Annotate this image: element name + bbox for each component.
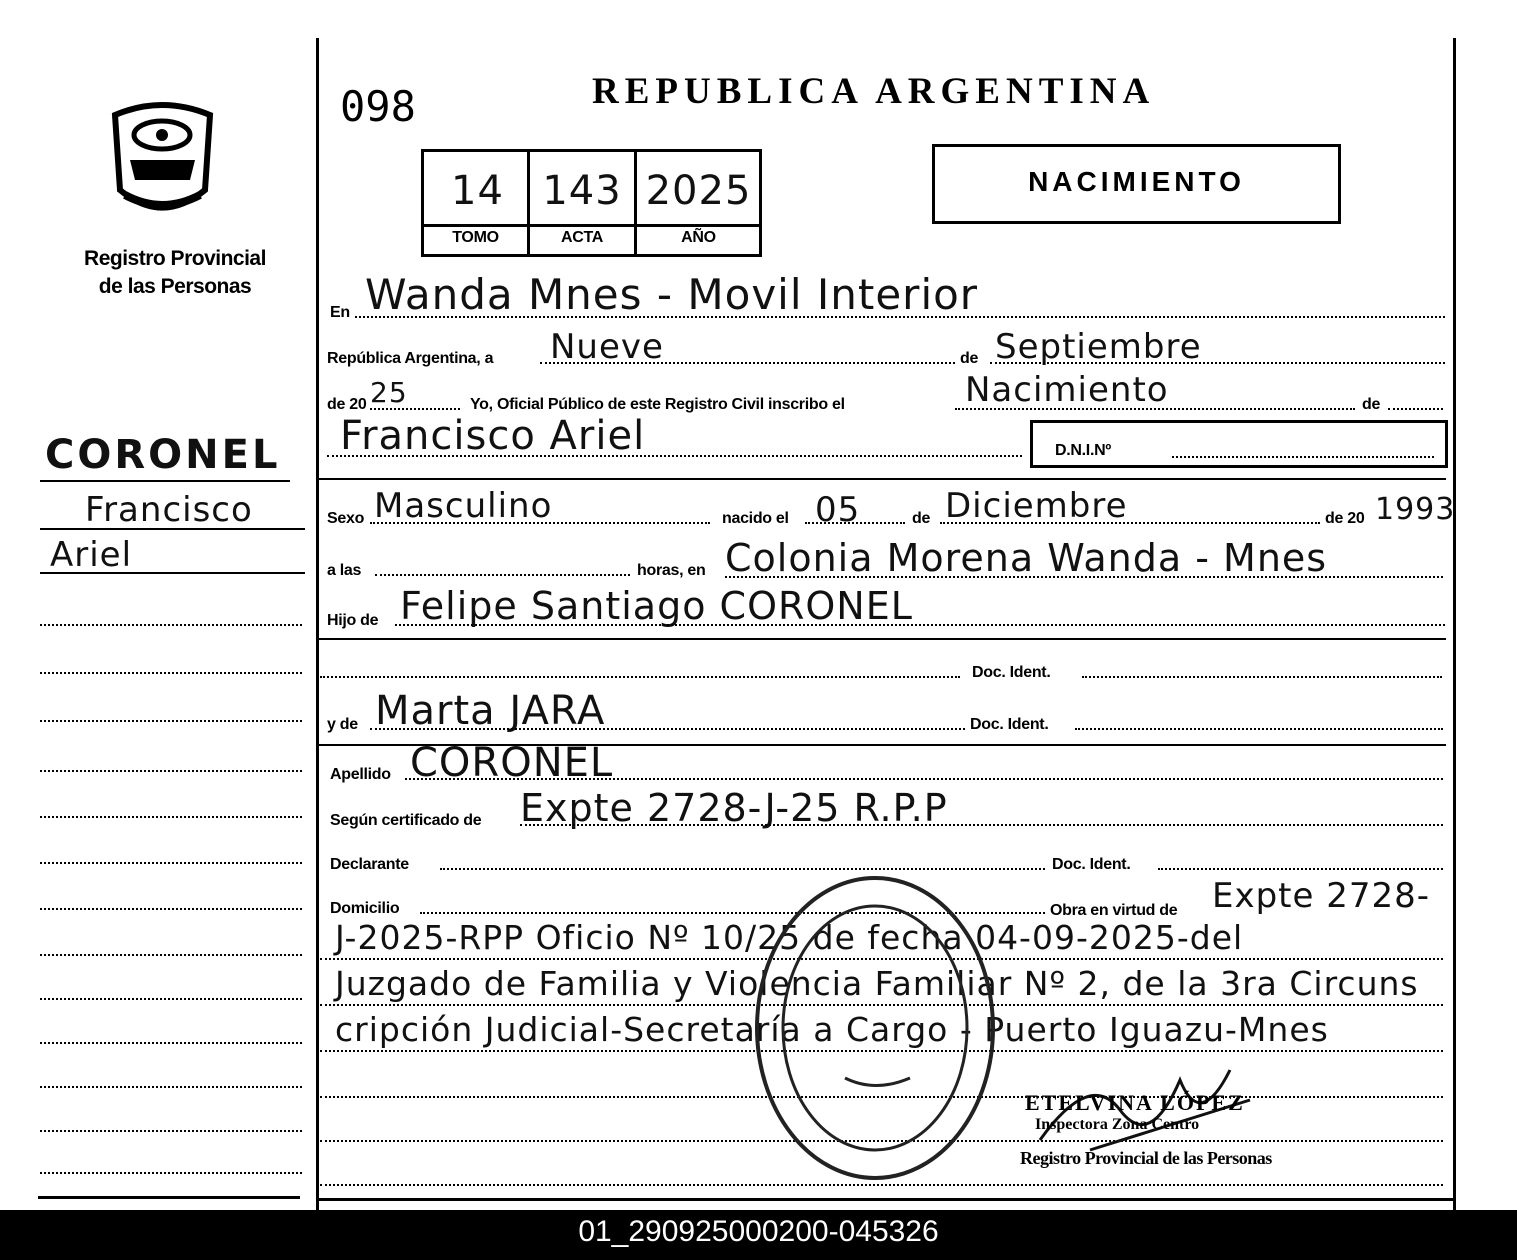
padre-value: Felipe Santiago CORONEL xyxy=(400,584,913,628)
dia-value: Nueve xyxy=(550,327,664,367)
inscribo-value: Nacimiento xyxy=(965,370,1169,410)
margin-line xyxy=(40,770,302,772)
margin-name1: Francisco xyxy=(85,490,253,530)
margin-line xyxy=(40,816,302,818)
margin-name2: Ariel xyxy=(50,535,133,575)
sexo-value: Masculino xyxy=(374,486,553,526)
declarante-label: Declarante xyxy=(330,856,409,873)
en-value: Wanda Mnes - Movil Interior xyxy=(365,270,979,319)
field-line xyxy=(990,362,1445,364)
margin-line xyxy=(40,998,302,1000)
institution-name xyxy=(40,245,310,301)
tomo-value: 14 xyxy=(451,168,504,214)
field-line xyxy=(1082,676,1442,678)
inscribo-label: Yo, Oficial Público de este Registro Civil inscribo el xyxy=(470,396,845,413)
scan-footer-id: 01_290925000200-045326 xyxy=(0,1210,1517,1260)
mes-value: Septiembre xyxy=(995,327,1202,367)
domicilio-label: Domicilio xyxy=(330,900,400,917)
margin-line xyxy=(40,954,302,956)
nacido-dia: 05 xyxy=(815,490,861,530)
obs-line-2: Juzgado de Familia y Violencia Familiar Nº 2, de la 3ra Circuns xyxy=(335,964,1419,1003)
dni-line xyxy=(1172,456,1434,458)
box-divider xyxy=(421,224,762,227)
field-line xyxy=(405,778,1443,780)
nacido-mes: Diciembre xyxy=(945,486,1128,526)
field-line xyxy=(1158,868,1443,870)
country-title: REPUBLICA ARGENTINA xyxy=(592,71,1156,112)
signatory-name: ETELVINA LÓPEZ xyxy=(1025,1090,1245,1115)
obra-value: Expte 2728- xyxy=(1212,876,1431,916)
dni-label: D.N.I.Nº xyxy=(1055,442,1111,459)
obs-line-1: J-2025-RPP Oficio Nº 10/25 de fecha 04-09-2025-del xyxy=(335,918,1244,957)
margin-line xyxy=(40,624,302,626)
doc-ident-label: Doc. Ident. xyxy=(970,716,1049,733)
margin-underline xyxy=(40,528,305,530)
field-line xyxy=(1075,728,1443,730)
frame-left-border xyxy=(316,38,319,1210)
doc-ident-label: Doc. Ident. xyxy=(1052,856,1131,873)
signatory-office: Registro Provincial de las Personas xyxy=(1020,1148,1272,1168)
margin-line xyxy=(40,908,302,910)
field-line xyxy=(955,408,1355,410)
margin-underline xyxy=(40,480,290,482)
year-value: 25 xyxy=(370,376,408,409)
segun-value: Expte 2728-J-25 R.P.P xyxy=(520,786,948,830)
official-stamp xyxy=(750,868,1000,1188)
alas-label: a las xyxy=(327,562,362,579)
tomo-label: TOMO xyxy=(452,229,499,246)
nacido-label: nacido el xyxy=(722,510,789,527)
madre-value: Marta JARA xyxy=(375,688,606,734)
field-line xyxy=(540,362,955,364)
institution-line1: Registro Provincial xyxy=(84,247,266,270)
doc-ident-label: Doc. Ident. xyxy=(972,664,1051,681)
nacido-anio: 1993 xyxy=(1375,492,1456,527)
margin-line xyxy=(40,720,302,722)
obs-line-3: cripción Judicial-Secretaría a Cargo - Puerto Iguazu-Mnes xyxy=(335,1010,1329,1049)
section-rule xyxy=(316,638,1446,640)
provincial-seal xyxy=(105,100,220,220)
margin-line xyxy=(40,1130,302,1132)
field-line xyxy=(327,455,1022,457)
de-label-2: de xyxy=(1362,396,1381,413)
obra-label: Obra en virtud de xyxy=(1050,902,1178,919)
margin-line xyxy=(40,1172,302,1174)
hijo-label: Hijo de xyxy=(327,612,379,629)
field-line xyxy=(370,408,460,410)
sexo-label: Sexo xyxy=(327,510,365,527)
acta-value: 143 xyxy=(542,168,622,214)
apellido-label: Apellido xyxy=(330,766,391,783)
yde-label: y de xyxy=(327,716,358,733)
en-label: En xyxy=(330,304,350,321)
acta-label: ACTA xyxy=(560,229,604,246)
field-line xyxy=(725,576,1443,578)
margin-surname: CORONEL xyxy=(45,432,281,478)
margin-line xyxy=(40,1042,302,1044)
frame-bottom-border xyxy=(316,1198,1454,1201)
margin-line xyxy=(40,672,302,674)
serial-number: 098 xyxy=(340,82,416,131)
nombre-value: Francisco Ariel xyxy=(340,413,646,459)
field-line xyxy=(940,522,1320,524)
de-year-label: de 20 xyxy=(1325,510,1365,527)
anio-label: AÑO xyxy=(681,229,716,246)
field-line xyxy=(395,624,1445,626)
de-label-3: de xyxy=(912,510,931,527)
institution-line2: de las Personas xyxy=(98,275,252,298)
margin-bottom-rule xyxy=(38,1196,300,1199)
lugar-value: Colonia Morena Wanda - Mnes xyxy=(725,536,1328,580)
field-line xyxy=(375,574,630,576)
republica-label: República Argentina, a xyxy=(327,350,494,367)
signatory-title: Inspectora Zona Centro xyxy=(1035,1116,1200,1133)
field-line xyxy=(355,316,1445,318)
margin-underline xyxy=(40,572,305,574)
anio-value: 2025 xyxy=(645,168,752,214)
field-line xyxy=(320,676,960,678)
field-line xyxy=(370,728,965,730)
de-label: de xyxy=(960,350,979,367)
field-line xyxy=(805,522,905,524)
record-type: NACIMIENTO xyxy=(1028,166,1245,197)
apellido-value: CORONEL xyxy=(410,740,614,786)
frame-right-border xyxy=(1453,38,1456,1210)
segun-label: Según certificado de xyxy=(330,812,482,829)
margin-line xyxy=(40,862,302,864)
field-line xyxy=(1388,408,1443,410)
field-line xyxy=(370,522,710,524)
margin-line xyxy=(40,1086,302,1088)
year-prefix: de 20 xyxy=(327,396,367,413)
horas-label: horas, en xyxy=(637,562,706,579)
field-line xyxy=(520,824,1443,826)
section-rule xyxy=(316,478,1446,480)
